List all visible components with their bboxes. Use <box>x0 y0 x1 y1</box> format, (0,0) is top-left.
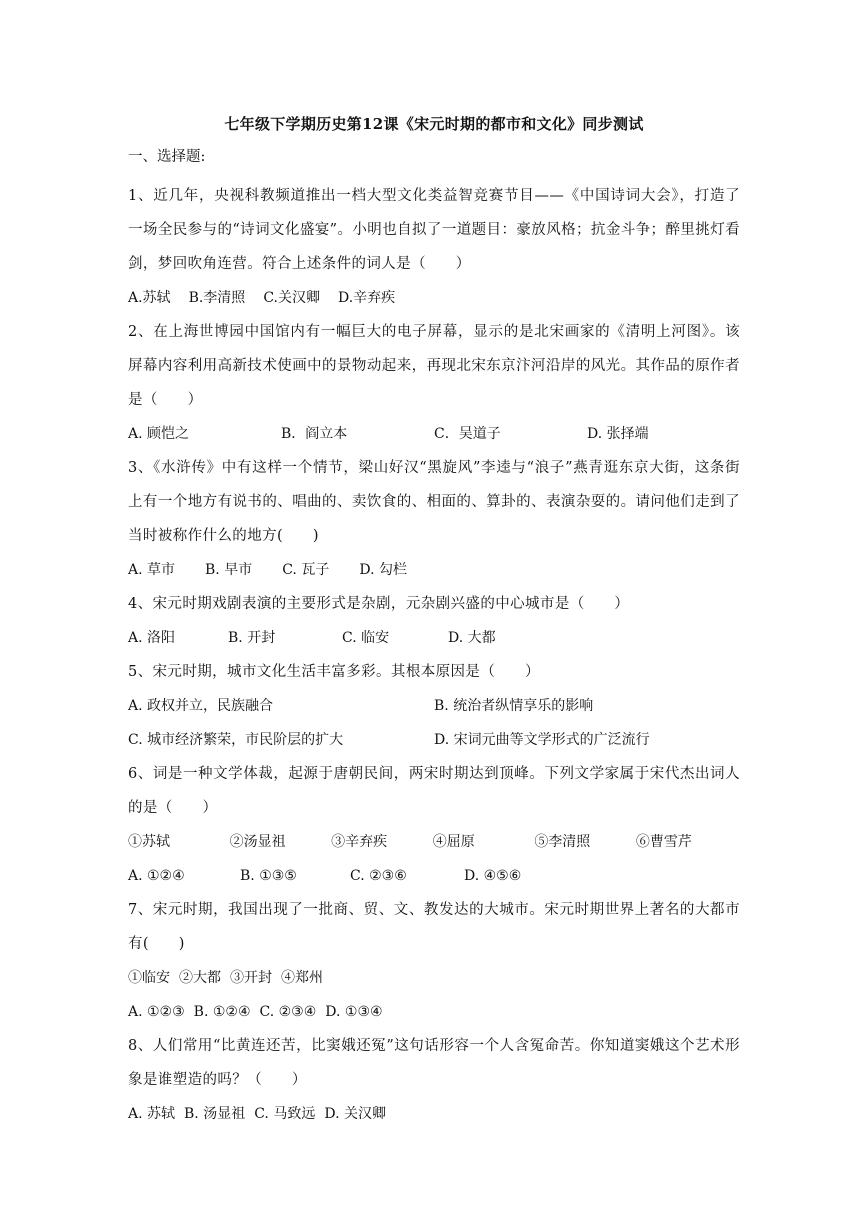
option-a: A. 洛阳 <box>128 630 176 646</box>
question-8 <box>128 1029 740 1131</box>
option-a: A. 政权并立，民族融合 <box>128 698 274 714</box>
option-b: B．阎立本 <box>281 426 348 442</box>
item-5: ⑤李清照 <box>534 834 591 850</box>
option-d: D. ④⑤⑥ <box>464 868 522 884</box>
option-d: D. 关汉卿 <box>324 1106 386 1122</box>
options-row <box>128 281 740 315</box>
question-7 <box>128 893 740 1029</box>
options-row <box>128 723 740 757</box>
question-stem: 1、近几年，央视科教频道推出一档大型文化类益智竞赛节目——《中国诗词大会》，打造了一场全民参与的“诗词文化盛宴”。小明也自拟了一道题目：豪放风格；抗金斗争；醉里挑灯看剑，梦回吹角连营。符合上述条件的词人是（ ） <box>128 188 740 272</box>
option-b: B. ①③⑤ <box>240 868 297 884</box>
question-3 <box>128 451 740 587</box>
option-c: C. 瓦子 <box>282 562 330 578</box>
option-b: B. 统治者纵情享乐的影响 <box>434 698 594 714</box>
item-4: ④屈原 <box>432 834 475 850</box>
question-stem: 7、宋元时期，我国出现了一批商、贸、文、教发达的大城市。宋元时期世界上著名的大都市有( ) <box>128 902 740 952</box>
option-c: C.关汉卿 <box>263 290 320 306</box>
item-3: ③开封 <box>230 970 272 986</box>
option-d: D. 勾栏 <box>359 562 407 578</box>
option-b: B. 早市 <box>205 562 253 578</box>
option-c: C. ②③⑥ <box>350 868 407 884</box>
question-stem: 5、宋元时期，城市文化生活丰富多彩。其根本原因是（ ） <box>128 664 540 680</box>
options-row <box>128 417 740 451</box>
option-a: A. 苏轼 <box>128 1106 176 1122</box>
option-c: C. 城市经济繁荣，市民阶层的扩大 <box>128 732 344 748</box>
options-row <box>128 689 740 723</box>
section-heading: 一、选择题: <box>128 149 206 165</box>
question-2 <box>128 315 740 451</box>
option-c: C. ②③④ <box>259 1004 317 1020</box>
item-3: ③辛弃疾 <box>331 834 388 850</box>
options-row <box>128 995 740 1029</box>
option-c: C．吴道子 <box>434 426 501 442</box>
question-stem: 3、《水浒传》中有这样一个情节，梁山好汉“黑旋风”李逵与“浪子”燕青逛东京大街，这条街上有一个地方有说书的、唱曲的、卖饮食的、相面的、算卦的、表演杂耍的。请问他们走到了当时被称作什么的地方( ) <box>128 460 740 544</box>
option-a: A. ①②④ <box>128 868 185 884</box>
item-1: ①苏轼 <box>128 834 170 850</box>
option-a: A.苏轼 <box>128 290 171 306</box>
options-row <box>128 1097 740 1131</box>
option-b: B. 汤显祖 <box>184 1106 246 1122</box>
options-row <box>128 621 740 655</box>
items-row <box>128 825 740 859</box>
question-stem: 8、人们常用“比黄连还苦，比窦娥还冤”这句话形容一个人含冤命苦。你知道窦娥这个艺术形象是谁塑造的吗？（ ） <box>128 1038 740 1088</box>
question-4 <box>128 587 740 655</box>
option-b: B. ①②④ <box>193 1004 251 1020</box>
option-a: A. 顾恺之 <box>128 426 190 442</box>
option-a: A. ①②③ <box>128 1004 185 1020</box>
document-title: 七年级下学期历史第12课《宋元时期的都市和文化》同步测试 <box>224 115 644 133</box>
option-b: B.李清照 <box>188 290 246 306</box>
option-c: C. 临安 <box>342 630 390 646</box>
option-d: D. 大都 <box>448 630 496 646</box>
question-1 <box>128 179 740 315</box>
option-a: A. 草市 <box>128 562 176 578</box>
options-row <box>128 859 740 893</box>
question-stem: 4、宋元时期戏剧表演的主要形式是杂剧，元杂剧兴盛的中心城市是（ ） <box>128 596 630 612</box>
option-d: D. ①③④ <box>325 1004 383 1020</box>
question-6 <box>128 757 740 893</box>
items-row <box>128 961 740 995</box>
option-b: B. 开封 <box>228 630 276 646</box>
option-d: D.辛弃疾 <box>337 290 396 306</box>
option-d: D. 张择端 <box>587 426 649 442</box>
question-stem: 6、词是一种文学体裁，起源于唐朝民间，两宋时期达到顶峰。下列文学家属于宋代杰出词人的是（ ） <box>128 766 740 816</box>
item-2: ②汤显祖 <box>229 834 286 850</box>
item-6: ⑥曹雪芹 <box>635 834 692 850</box>
item-2: ②大都 <box>179 970 221 986</box>
options-row <box>128 553 740 587</box>
option-c: C. 马致远 <box>254 1106 316 1122</box>
option-d: D. 宋词元曲等文学形式的广泛流行 <box>434 732 650 748</box>
question-5 <box>128 655 740 757</box>
question-stem: 2、在上海世博园中国馆内有一幅巨大的电子屏幕，显示的是北宋画家的《清明上河图》。该屏幕内容利用高新技术使画中的景物动起来，再现北宋东京汴河沿岸的风光。其作品的原作者是（ ） <box>128 324 740 408</box>
item-4: ④郑州 <box>281 970 323 986</box>
item-1: ①临安 <box>128 970 170 986</box>
